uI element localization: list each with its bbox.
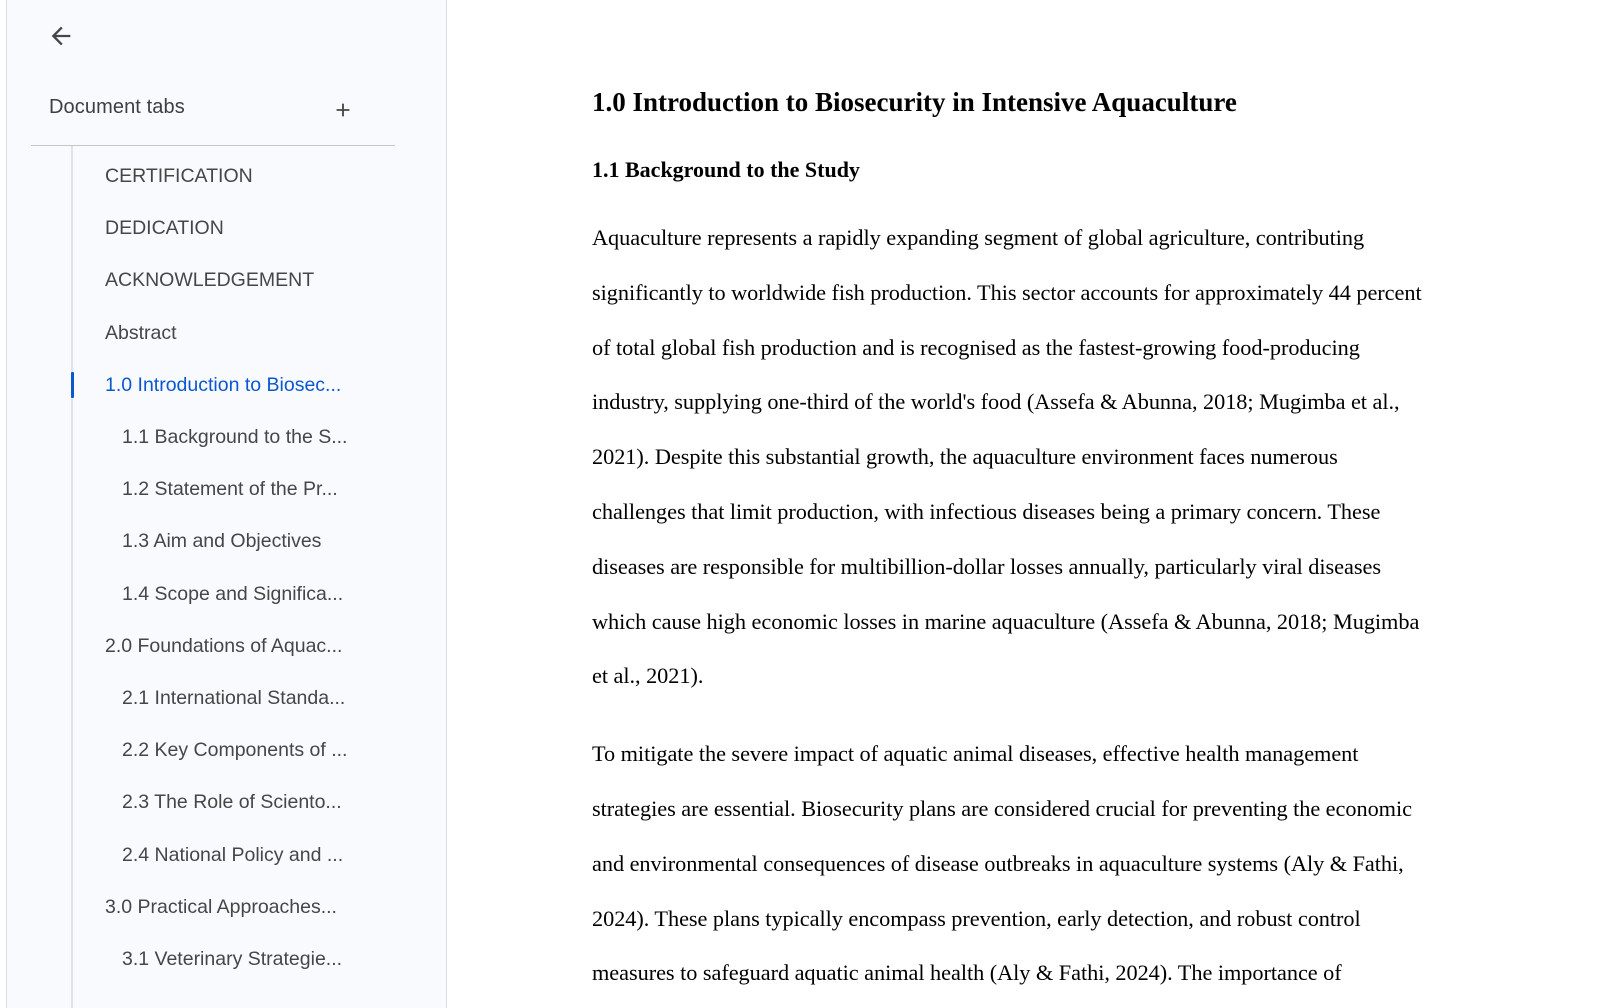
add-tab-button[interactable] bbox=[323, 90, 363, 130]
paragraph-1 bbox=[592, 211, 1492, 704]
text-line: measures to safeguard aquatic animal health (Aly & Fathi, 2024). The importance of bbox=[592, 960, 1342, 986]
outline-item-label: 2.2 Key Components of ... bbox=[122, 739, 348, 762]
text-line: challenges that limit production, with infectious diseases being a primary concern. These bbox=[592, 498, 1381, 524]
outline-item[interactable] bbox=[122, 728, 347, 772]
outline-item[interactable] bbox=[122, 780, 342, 824]
document-outline-sidebar bbox=[6, 0, 447, 1008]
text-line: 2024). These plans typically encompass prevention, early detection, and robust control bbox=[592, 905, 1361, 931]
active-item-indicator bbox=[71, 372, 74, 398]
outline-item[interactable] bbox=[105, 624, 342, 668]
document-page[interactable] bbox=[448, 0, 1600, 1008]
paragraph-2 bbox=[592, 727, 1492, 1001]
outline-item-label: 3.1 Veterinary Strategie... bbox=[122, 948, 343, 970]
outline-item[interactable] bbox=[122, 415, 347, 459]
text-line: significantly to worldwide fish production. This sector accounts for approximately 44 percent bbox=[592, 279, 1422, 305]
outline-item-label: 1.3 Aim and Objectives bbox=[122, 530, 322, 553]
text-line: industry, supplying one-third of the world's food (Assefa & Abunna, 2018; Mugimba et al., bbox=[592, 389, 1400, 415]
outline-item-label: 1.2 Statement of the Pr... bbox=[122, 478, 338, 501]
arrow-back-icon bbox=[47, 22, 75, 50]
outline-item[interactable] bbox=[105, 311, 177, 355]
outline-item[interactable] bbox=[105, 154, 253, 198]
text-line: which cause high economic losses in marine aquaculture (Assefa & Abunna, 2018; Mugimba bbox=[592, 608, 1420, 634]
outline-item-label: 1.4 Scope and Significa... bbox=[122, 582, 344, 605]
outline-item-label: ACKNOWLEDGEMENT bbox=[105, 269, 315, 292]
outline-item-label: Abstract bbox=[105, 321, 177, 344]
text-line: and environmental consequences of disease outbreaks in aquaculture systems (Aly & Fathi, bbox=[592, 850, 1404, 876]
document-outline bbox=[71, 146, 391, 1008]
outline-item[interactable] bbox=[105, 206, 224, 250]
outline-item[interactable] bbox=[122, 572, 343, 616]
outline-item-label: DEDICATION bbox=[105, 217, 224, 240]
outline-item[interactable] bbox=[122, 937, 342, 981]
text-line: 2021). Despite this substantial growth, the aquaculture environment faces numerous bbox=[592, 444, 1338, 470]
outline-item-label: 2.1 International Standa... bbox=[122, 687, 346, 709]
text-line: of total global fish production and is recognised as the fastest-growing food-producing bbox=[592, 334, 1360, 360]
outline-item[interactable] bbox=[122, 676, 345, 720]
outline-item-label: 1.1 Background to the S... bbox=[122, 426, 348, 448]
outline-item-label: 2.3 The Role of Sciento... bbox=[122, 791, 342, 814]
text-line: strategies are essential. Biosecurity plans are considered crucial for preventing the economic bbox=[592, 795, 1412, 821]
outline-item[interactable] bbox=[122, 467, 338, 511]
heading-2: 1.1 Background to the Study bbox=[592, 157, 860, 182]
outline-item-label: 3.0 Practical Approaches... bbox=[105, 895, 337, 918]
outline-item[interactable] bbox=[122, 833, 343, 877]
outline-item[interactable] bbox=[122, 519, 321, 563]
text-line: diseases are responsible for multibillion-dollar losses annually, particularly viral diseases bbox=[592, 553, 1381, 579]
text-line: et al., 2021). bbox=[592, 663, 704, 689]
document-body[interactable] bbox=[592, 80, 1492, 1001]
text-line: Aquaculture represents a rapidly expanding segment of global agriculture, contributing bbox=[592, 225, 1365, 250]
document-tabs-title: Document tabs bbox=[49, 96, 185, 118]
outline-item[interactable] bbox=[105, 885, 337, 929]
outline-item[interactable] bbox=[105, 363, 341, 407]
back-button[interactable] bbox=[41, 16, 81, 56]
outline-item-label: CERTIFICATION bbox=[105, 165, 253, 187]
outline-item-label: 1.0 Introduction to Biosec... bbox=[105, 373, 342, 396]
text-line: To mitigate the severe impact of aquatic animal diseases, effective health management bbox=[592, 741, 1359, 767]
plus-icon bbox=[332, 99, 354, 121]
outline-item-label: 2.0 Foundations of Aquac... bbox=[105, 634, 343, 657]
document-tabs-header bbox=[31, 82, 395, 146]
outline-item-label: 2.4 National Policy and ... bbox=[122, 843, 344, 866]
heading-1: 1.0 Introduction to Biosecurity in Intensive Aquaculture bbox=[592, 87, 1237, 117]
outline-item[interactable] bbox=[105, 258, 314, 302]
